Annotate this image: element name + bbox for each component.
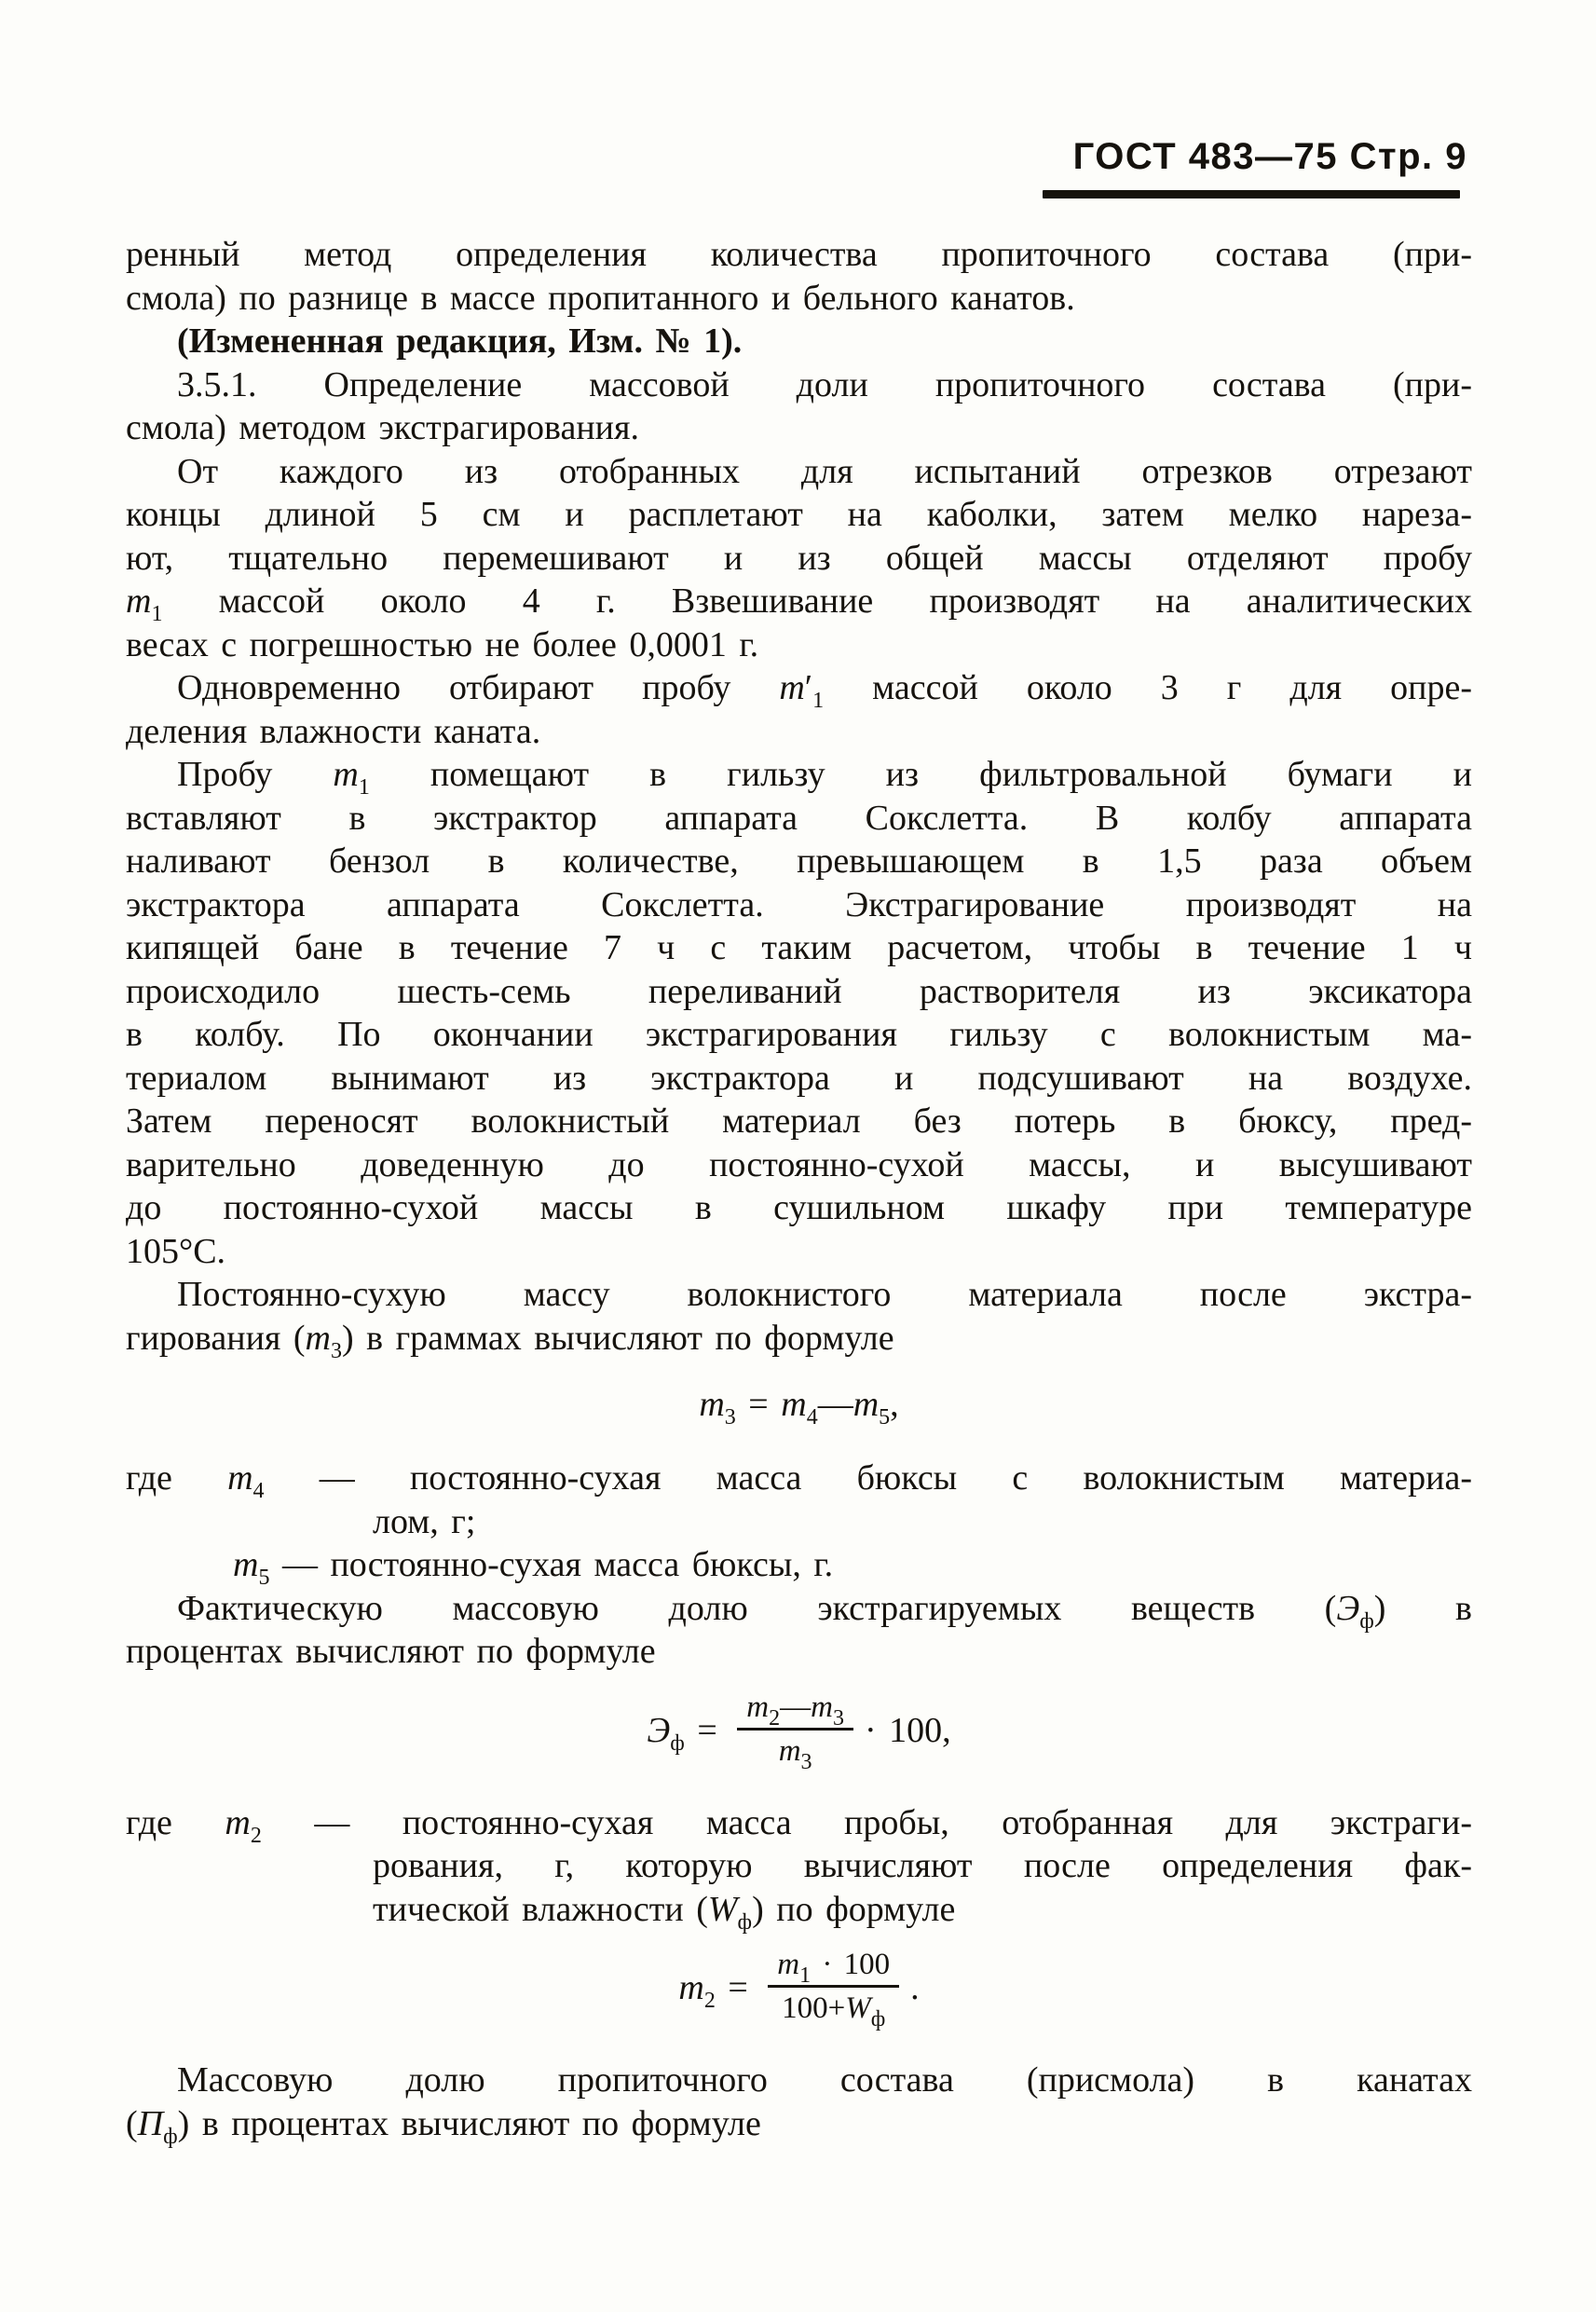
text-line: гирования $(m_3)$ в граммах вычисляют по формуле <box>126 1318 894 1363</box>
text-line: ренный метод определения количества пропиточного состава (при- <box>126 235 1472 274</box>
formula-rhs: · 100, <box>864 1710 951 1750</box>
text-line: $m_1$ массой около 4 г. Взвешивание производят на аналитических <box>126 581 1472 626</box>
text-line: (Измененная редакция, Изм. № 1). <box>177 321 743 361</box>
text-line: вставляют в экстрактор аппарата Сокслетта. В колбу аппарата <box>126 798 1472 838</box>
text-line: деления влажности каната. <box>126 711 541 751</box>
text-line: варительно доведенную до постоянно-сухой массы, и высушивают <box>126 1144 1472 1184</box>
formula-rhs: . <box>910 1968 920 2008</box>
clause-3-5-1-heading <box>126 363 1472 450</box>
fraction-numerator: $m_2—m_3$ <box>737 1690 853 1731</box>
text-line: кипящей бане в течение 7 ч с таким расчетом, чтобы в течение 1 ч <box>126 928 1472 967</box>
page-header-title: ГОСТ 483—75 Стр. 9 <box>1072 136 1467 177</box>
text-line: процентах вычисляют по формуле <box>126 1632 656 1671</box>
definition-m5 <box>126 1543 1472 1590</box>
text-line: где $m_2$ — постоянно-сухая масса пробы, отобранная для экстраги- <box>126 1802 1472 1848</box>
paragraph-presmola-intro-continuation <box>126 233 1472 320</box>
paragraph-moisture-sample <box>126 666 1472 753</box>
text-line: Массовую долю пропиточного состава (присмола) в канатах <box>177 2060 1472 2100</box>
text-line: происходило шесть-семь переливаний растворителя из эксикатора <box>126 971 1472 1011</box>
text-line: концы длиной 5 см и расплетают на каболки, затем мелко нареза- <box>126 495 1472 534</box>
paragraph-m3-intro <box>126 1273 1472 1363</box>
text-line: смола) по разнице в массе пропитанного и бельного канатов. <box>126 278 1075 318</box>
text-line: $(П_ф)$ в процентах вычисляют по формуле <box>126 2103 761 2149</box>
fraction <box>737 1690 853 1774</box>
text-line: 105°С. <box>126 1231 226 1271</box>
text-line: где $m_4$ — постоянно-сухая масса бюксы с волокнистым материа- <box>126 1458 1472 1503</box>
text-line: териалом вынимают из экстрактора и подсушивают на воздухе. <box>126 1058 1472 1098</box>
fraction-numerator: $m_1 \cdot 100$ <box>768 1947 899 1988</box>
text-line: От каждого из отобранных для испытаний отрезков отрезают <box>177 451 1472 491</box>
formula-expression: $m_2$ = $\frac{m_1 \cdot 100}{100+W_ф}$ . <box>678 1948 920 2032</box>
text-line: ют, тщательно перемешивают и из общей массы отделяют пробу <box>126 538 1472 578</box>
formula-ef <box>126 1690 1472 1774</box>
text-line: Постоянно-сухую массу волокнистого материала после экстра- <box>177 1275 1472 1314</box>
formula-m2 <box>126 1948 1472 2032</box>
document-body <box>126 0 1472 2149</box>
paragraph-pf-intro <box>126 2059 1472 2149</box>
fraction-denominator: $100+W_ф$ <box>782 1991 886 2032</box>
text-line: весах с погрешностью не более 0,0001 г. <box>126 624 759 664</box>
text-line: тической влажности $(W_ф)$ по формуле <box>373 1889 956 1935</box>
paragraph-ef-intro <box>126 1587 1472 1674</box>
text-line: в колбу. По окончании экстрагирования гильзу с волокнистым ма- <box>126 1015 1472 1054</box>
paragraph-extraction-procedure <box>126 753 1472 1273</box>
text-line: 3.5.1. Определение массовой доли пропиточного состава (при- <box>177 364 1472 404</box>
definition-m2 <box>126 1801 1472 1935</box>
text-line: Одновременно отбирают пробу $m'_1$ массой около 3 г для опре- <box>177 668 1472 713</box>
formula-expression: $Э_ф$ = $\frac{m_2—m_3}{m_3}$ · 100, <box>647 1690 951 1774</box>
formula-expression: $m_3$ = $m_4—m_5$, <box>699 1385 899 1430</box>
text-line: Фактическую массовую долю экстрагируемых веществ $(Э_ф)$ в <box>177 1588 1472 1634</box>
text-line: экстрактора аппарата Сокслетта. Экстрагирование производят на <box>126 884 1472 924</box>
formula-m3 <box>126 1380 1472 1429</box>
text-line: Затем переносят волокнистый материал без потерь в бюксу, пред- <box>126 1101 1472 1141</box>
text-line: до постоянно-сухой массы в сушильном шкафу при температуре <box>126 1188 1472 1227</box>
text-line: лом, г; <box>373 1501 476 1541</box>
text-line: рования, г, которую вычисляют после определения фак- <box>373 1846 1472 1885</box>
text-line: наливают бензол в количестве, превышающем в 1,5 раза объем <box>126 841 1472 881</box>
amendment-note <box>126 320 1472 363</box>
fraction-denominator: $m_3$ <box>778 1733 812 1774</box>
paragraph-sampling <box>126 450 1472 667</box>
fraction <box>768 1947 899 2032</box>
text-line: смола) методом экстрагирования. <box>126 408 639 447</box>
text-line: Пробу $m_1$ помещают в гильзу из фильтровальной бумаги и <box>177 755 1472 800</box>
definition-m4 <box>126 1457 1472 1543</box>
text-line: $m_5$ — постоянно-сухая масса бюксы, г. <box>233 1545 834 1590</box>
